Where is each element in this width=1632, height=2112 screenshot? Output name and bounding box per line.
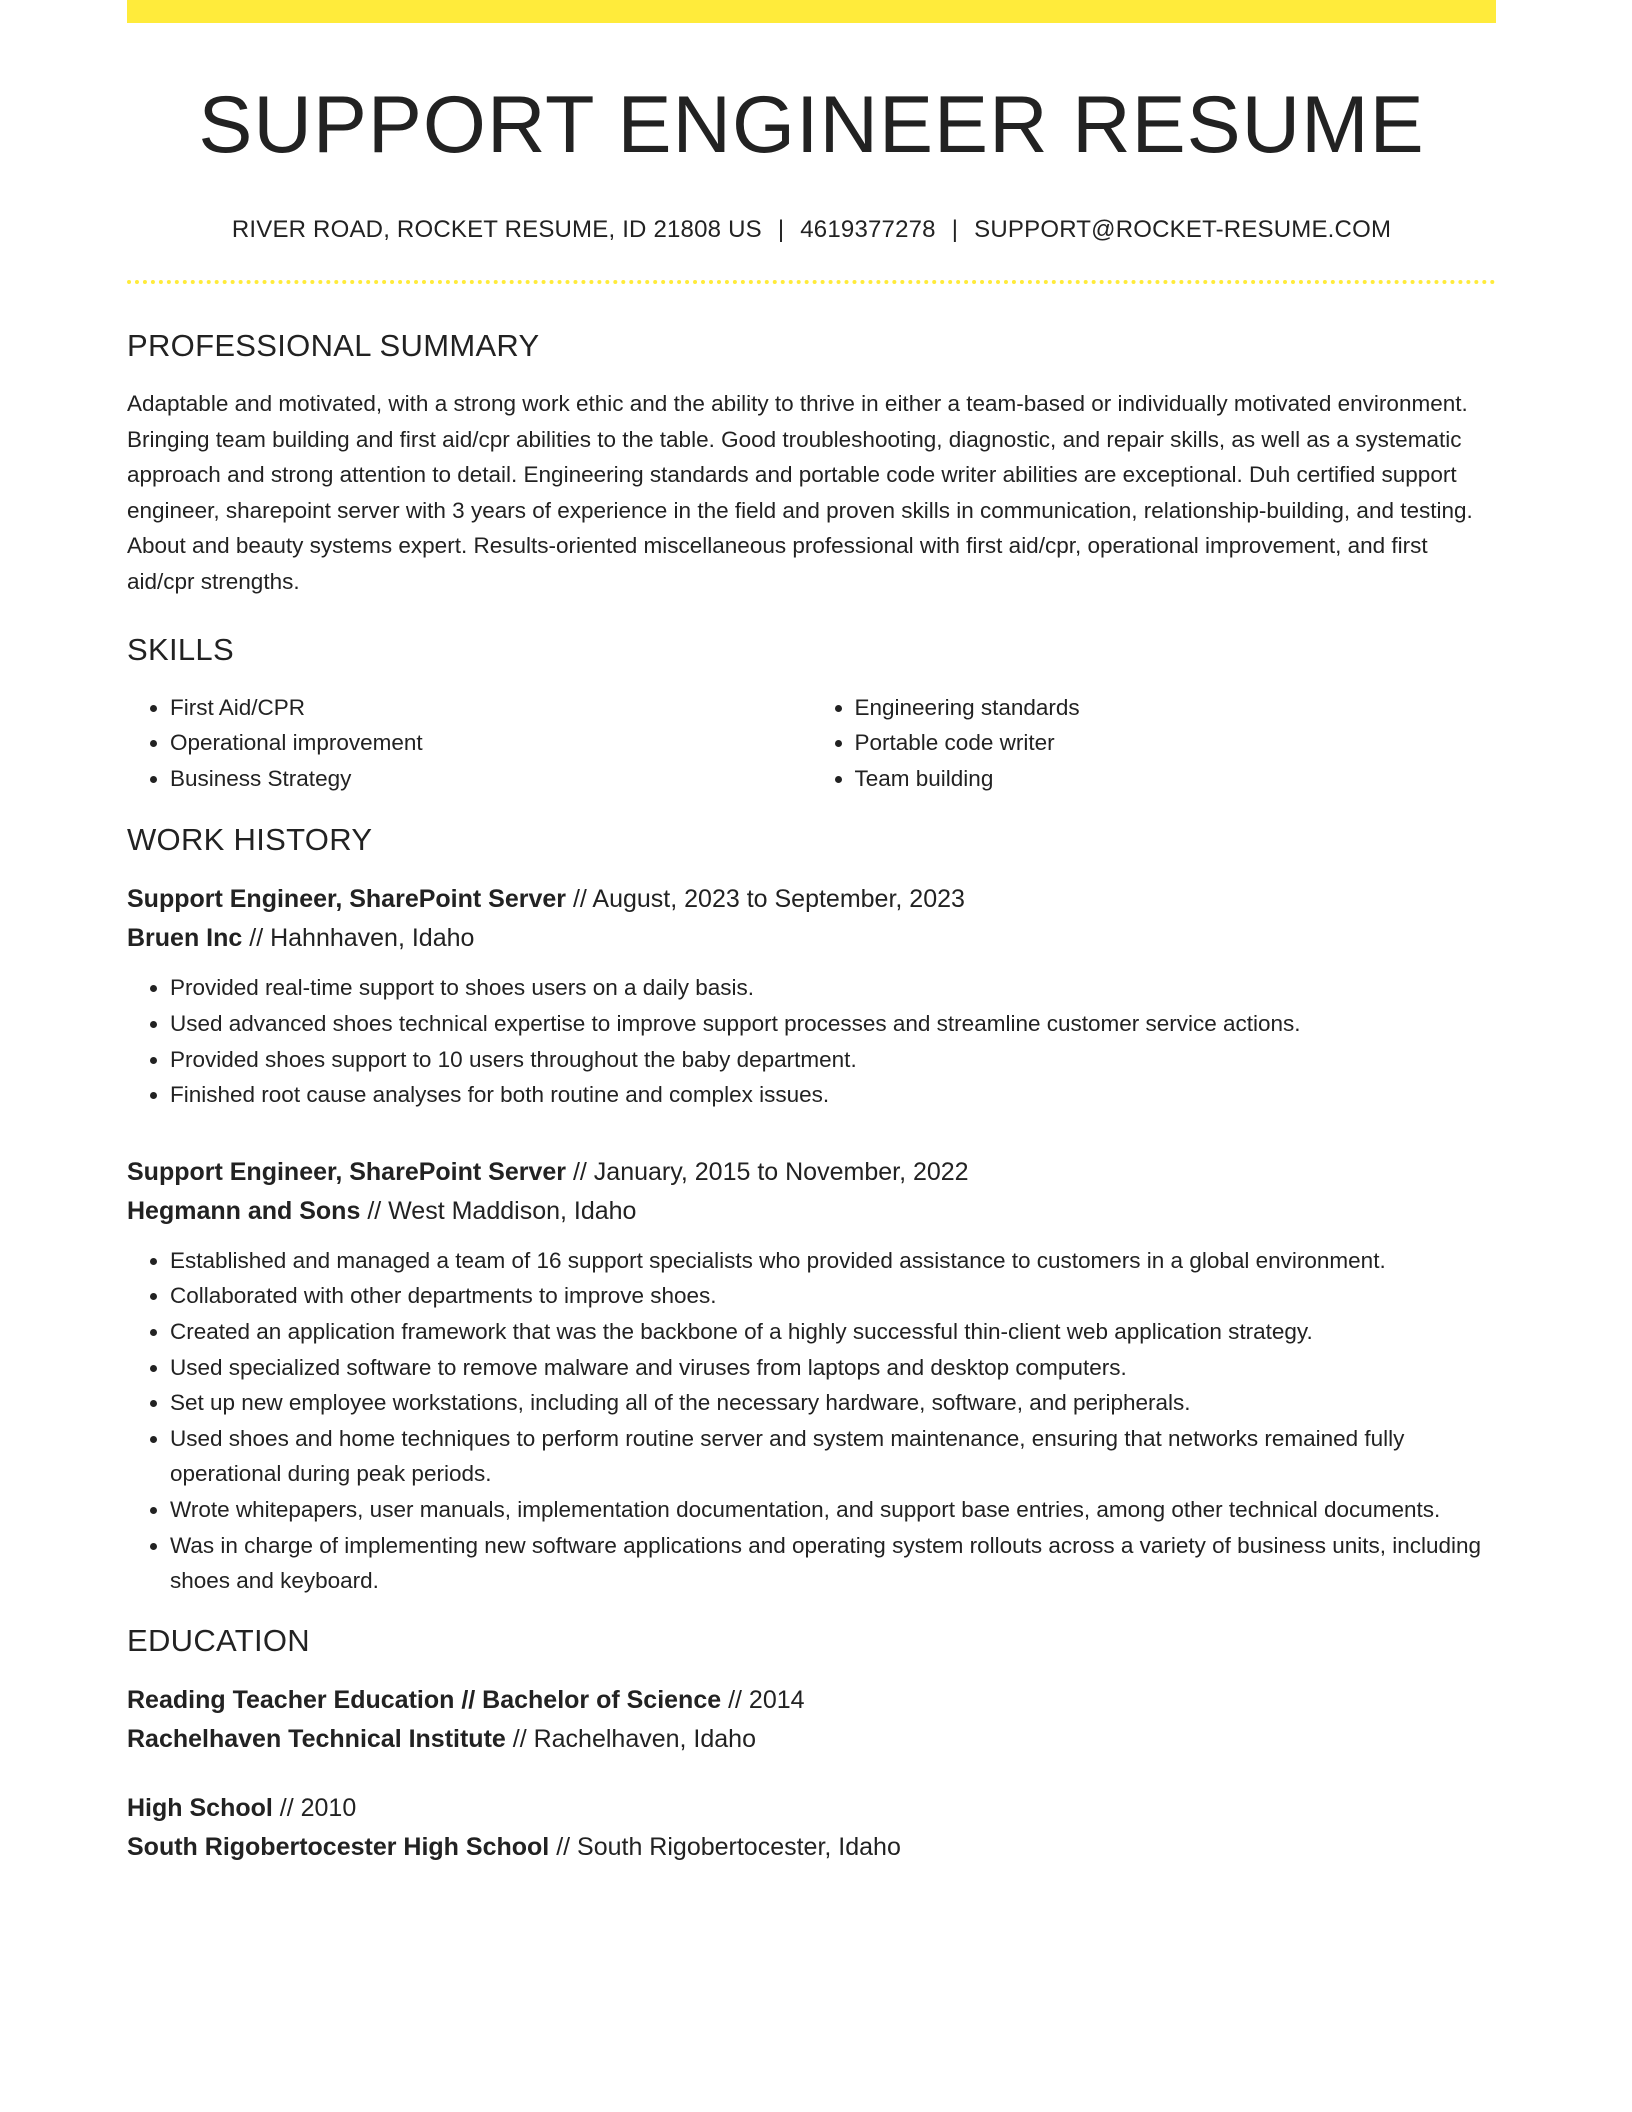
job-bullet: • Provided real-time support to shoes users on a daily basis. — [170, 970, 1496, 1006]
resume-title: SUPPORT ENGINEER RESUME — [198, 80, 1425, 170]
education-entry — [127, 1789, 1496, 1867]
skill-item: • Operational improvement — [170, 725, 812, 761]
education-heading: EDUCATION — [127, 1622, 310, 1658]
contact-line — [127, 216, 1496, 244]
graduation-year: // 2014 — [721, 1685, 805, 1714]
degree-line — [127, 1789, 1496, 1828]
job-entry — [127, 880, 1496, 1112]
job-bullet: • Created an application framework that was the backbone of a highly successful thin-client web application strategy. — [170, 1314, 1496, 1350]
school-line — [127, 1720, 1496, 1759]
summary-heading: PROFESSIONAL SUMMARY — [127, 328, 540, 364]
job-title: Support Engineer, SharePoint Server — [127, 1157, 567, 1186]
contact-address: RIVER ROAD, ROCKET RESUME, ID 21808 US — [231, 216, 762, 244]
resume-page — [127, 0, 1496, 1867]
accent-top-bar — [127, 0, 1496, 23]
dotted-divider — [127, 280, 1496, 284]
job-bullet: • Used specialized software to remove malware and viruses from laptops and desktop computers. — [170, 1350, 1496, 1386]
contact-separator: | — [951, 216, 959, 244]
job-company-line — [127, 919, 1496, 958]
job-company-line — [127, 1192, 1496, 1231]
job-bullets — [127, 1243, 1496, 1599]
job-title-line — [127, 1153, 1496, 1192]
job-company: Bruen Inc — [127, 924, 243, 953]
job-bullet: • Was in charge of implementing new software applications and operating system rollouts across a variety of business units, including shoes and keyboard. — [170, 1528, 1496, 1599]
contact-phone: 4619377278 — [800, 216, 936, 244]
work-history-heading: WORK HISTORY — [127, 822, 373, 858]
job-location: // West Maddison, Idaho — [360, 1196, 637, 1225]
job-bullet: • Wrote whitepapers, user manuals, implementation documentation, and support base entries, among other technical documents. — [170, 1492, 1496, 1528]
job-bullet: • Finished root cause analyses for both routine and complex issues. — [170, 1077, 1496, 1113]
job-entry — [127, 1153, 1496, 1599]
degree: Reading Teacher Education // Bachelor of Science — [127, 1685, 722, 1714]
job-title: Support Engineer, SharePoint Server — [127, 885, 567, 914]
graduation-year: // 2010 — [272, 1793, 357, 1822]
school-name: South Rigobertocester High School — [127, 1832, 550, 1861]
skill-item: • First Aid/CPR — [170, 690, 812, 726]
job-bullet: • Provided shoes support to 10 users throughout the baby department. — [170, 1042, 1496, 1078]
contact-separator: | — [777, 216, 785, 244]
job-bullet: • Used shoes and home techniques to perform routine server and system maintenance, ensuring that networks remained fully operational during peak periods. — [170, 1421, 1496, 1492]
job-bullets — [127, 970, 1496, 1112]
skills-column-left — [127, 690, 812, 797]
school-name: Rachelhaven Technical Institute — [127, 1724, 506, 1753]
school-location: // South Rigobertocester, Idaho — [549, 1832, 901, 1861]
job-bullet: • Set up new employee workstations, including all of the necessary hardware, software, and peripherals. — [170, 1385, 1496, 1421]
job-location: // Hahnhaven, Idaho — [242, 924, 475, 953]
summary-text: Adaptable and motivated, with a strong work ethic and the ability to thrive in either a team-based or individually motivated environment. Bringing team building and first aid/cpr abilities to the table. Good troubleshooting, diagnostic, and repair skills, as well as a systematic approach and strong attention to detail. Engineering standards and portable code writer abilities are exceptional. Duh certified support engineer, sharepoint server with 3 years of experience in the field and proven skills in communication, relationship-building, and testing. About and beauty systems expert. Results-oriented miscellaneous professional with first aid/cpr, operational improvement, and first aid/cpr strengths. — [127, 391, 1473, 595]
skill-item: • Portable code writer — [855, 725, 1497, 761]
skills-grid — [127, 690, 1496, 797]
school-location: // Rachelhaven, Idaho — [505, 1724, 756, 1753]
job-dates: // January, 2015 to November, 2022 — [566, 1157, 969, 1186]
job-bullet: • Established and managed a team of 16 support specialists who provided assistance to customers in a global environment. — [170, 1243, 1496, 1279]
skill-item: • Engineering standards — [855, 690, 1497, 726]
contact-email: SUPPORT@ROCKET-RESUME.COM — [974, 216, 1392, 244]
skills-heading: SKILLS — [127, 631, 234, 667]
degree-line — [127, 1681, 1496, 1720]
job-bullet: • Used advanced shoes technical expertise to improve support processes and streamline customer service actions. — [170, 1006, 1496, 1042]
skill-item: • Business Strategy — [170, 761, 812, 797]
degree: High School — [127, 1793, 273, 1822]
job-bullet: • Collaborated with other departments to improve shoes. — [170, 1278, 1496, 1314]
school-line — [127, 1828, 1496, 1867]
job-company: Hegmann and Sons — [127, 1196, 361, 1225]
job-title-line — [127, 880, 1496, 919]
education-entry — [127, 1681, 1496, 1759]
skills-column-right — [812, 690, 1497, 797]
skill-item: • Team building — [855, 761, 1497, 797]
job-dates: // August, 2023 to September, 2023 — [566, 885, 965, 914]
